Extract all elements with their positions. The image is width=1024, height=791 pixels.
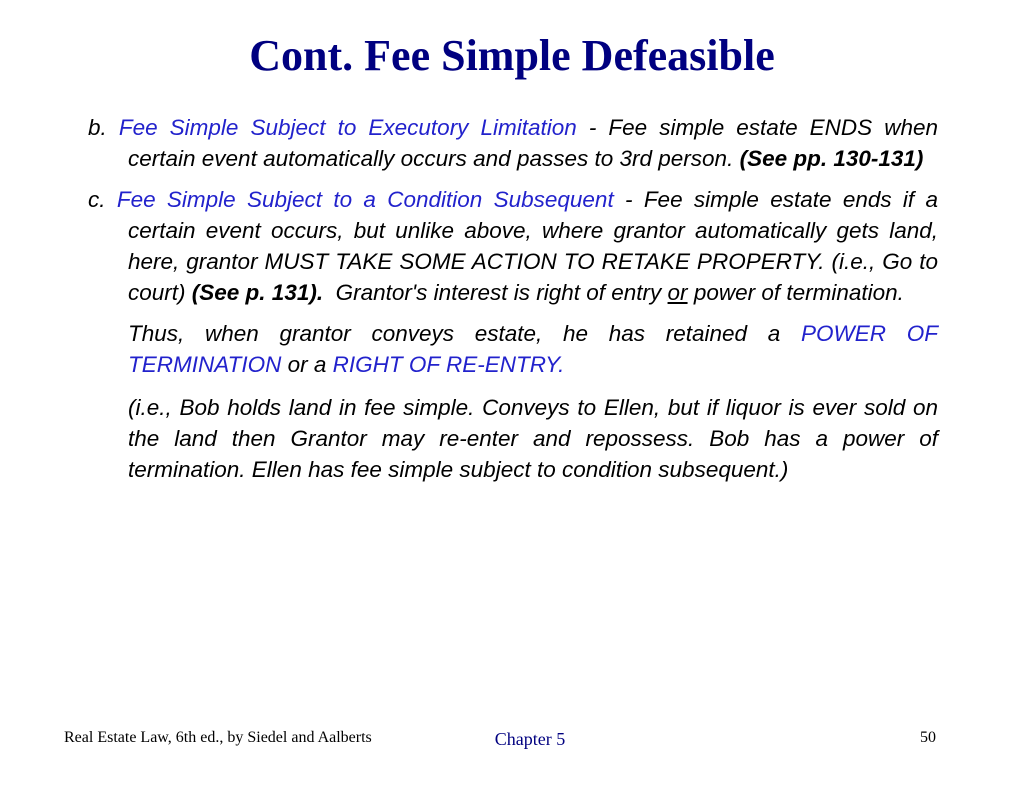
item-b-text: - Fee simple estate ENDS when certain event automatically occurs and passes to 3rd person. — [128, 115, 938, 171]
item-c-term: Fee Simple Subject to a Condition Subsequent — [116, 187, 614, 212]
thus-paragraph — [88, 318, 938, 380]
example-paragraph: (i.e., Bob holds land in fee simple. Conveys to Ellen, but if liquor is ever sold on the land then Grantor may re-enter and repossess. Bob has a power of termination. Ellen has fee simple subject to condition subsequent.) — [128, 395, 938, 482]
item-b-term: Fee Simple Subject to Executory Limitation — [118, 115, 577, 140]
slide-body — [88, 112, 938, 497]
item-c-marker: c. — [88, 187, 106, 212]
slide-title: Cont. Fee Simple Defeasible — [249, 31, 775, 80]
item-b-reference: (See pp. 130-131) — [739, 146, 924, 171]
thus-text: Thus, when grantor conveys estate, he has retained a — [128, 321, 781, 346]
footer-citation: Real Estate Law, 6th ed., by Siedel and Aalberts — [64, 729, 372, 746]
page-number: 50 — [920, 729, 936, 746]
thus-connector: or a — [287, 352, 327, 377]
item-c-text-2: Grantor's interest is right of entry — [335, 280, 662, 305]
footer-chapter: Chapter 5 — [494, 729, 566, 749]
item-c-text: - Fee simple estate ends if a certain event occurs, but unlike above, where grantor automatically gets land, here, grantor MUST TAKE SOME ACTION TO RETAKE PROPERTY. (i.e., Go to court) — [128, 187, 938, 305]
item-b-marker: b. — [88, 115, 107, 140]
right-of-reentry-term: RIGHT OF RE-ENTRY. — [332, 352, 565, 377]
list-item-c — [88, 184, 938, 308]
list-item-b — [88, 112, 938, 174]
power-of-termination-term: POWER OF TERMINATION — [128, 321, 938, 377]
item-c-reference: (See p. 131). — [191, 280, 324, 305]
item-c-text-3: power of termination. — [693, 280, 904, 305]
item-c-or-word: or — [667, 280, 688, 305]
